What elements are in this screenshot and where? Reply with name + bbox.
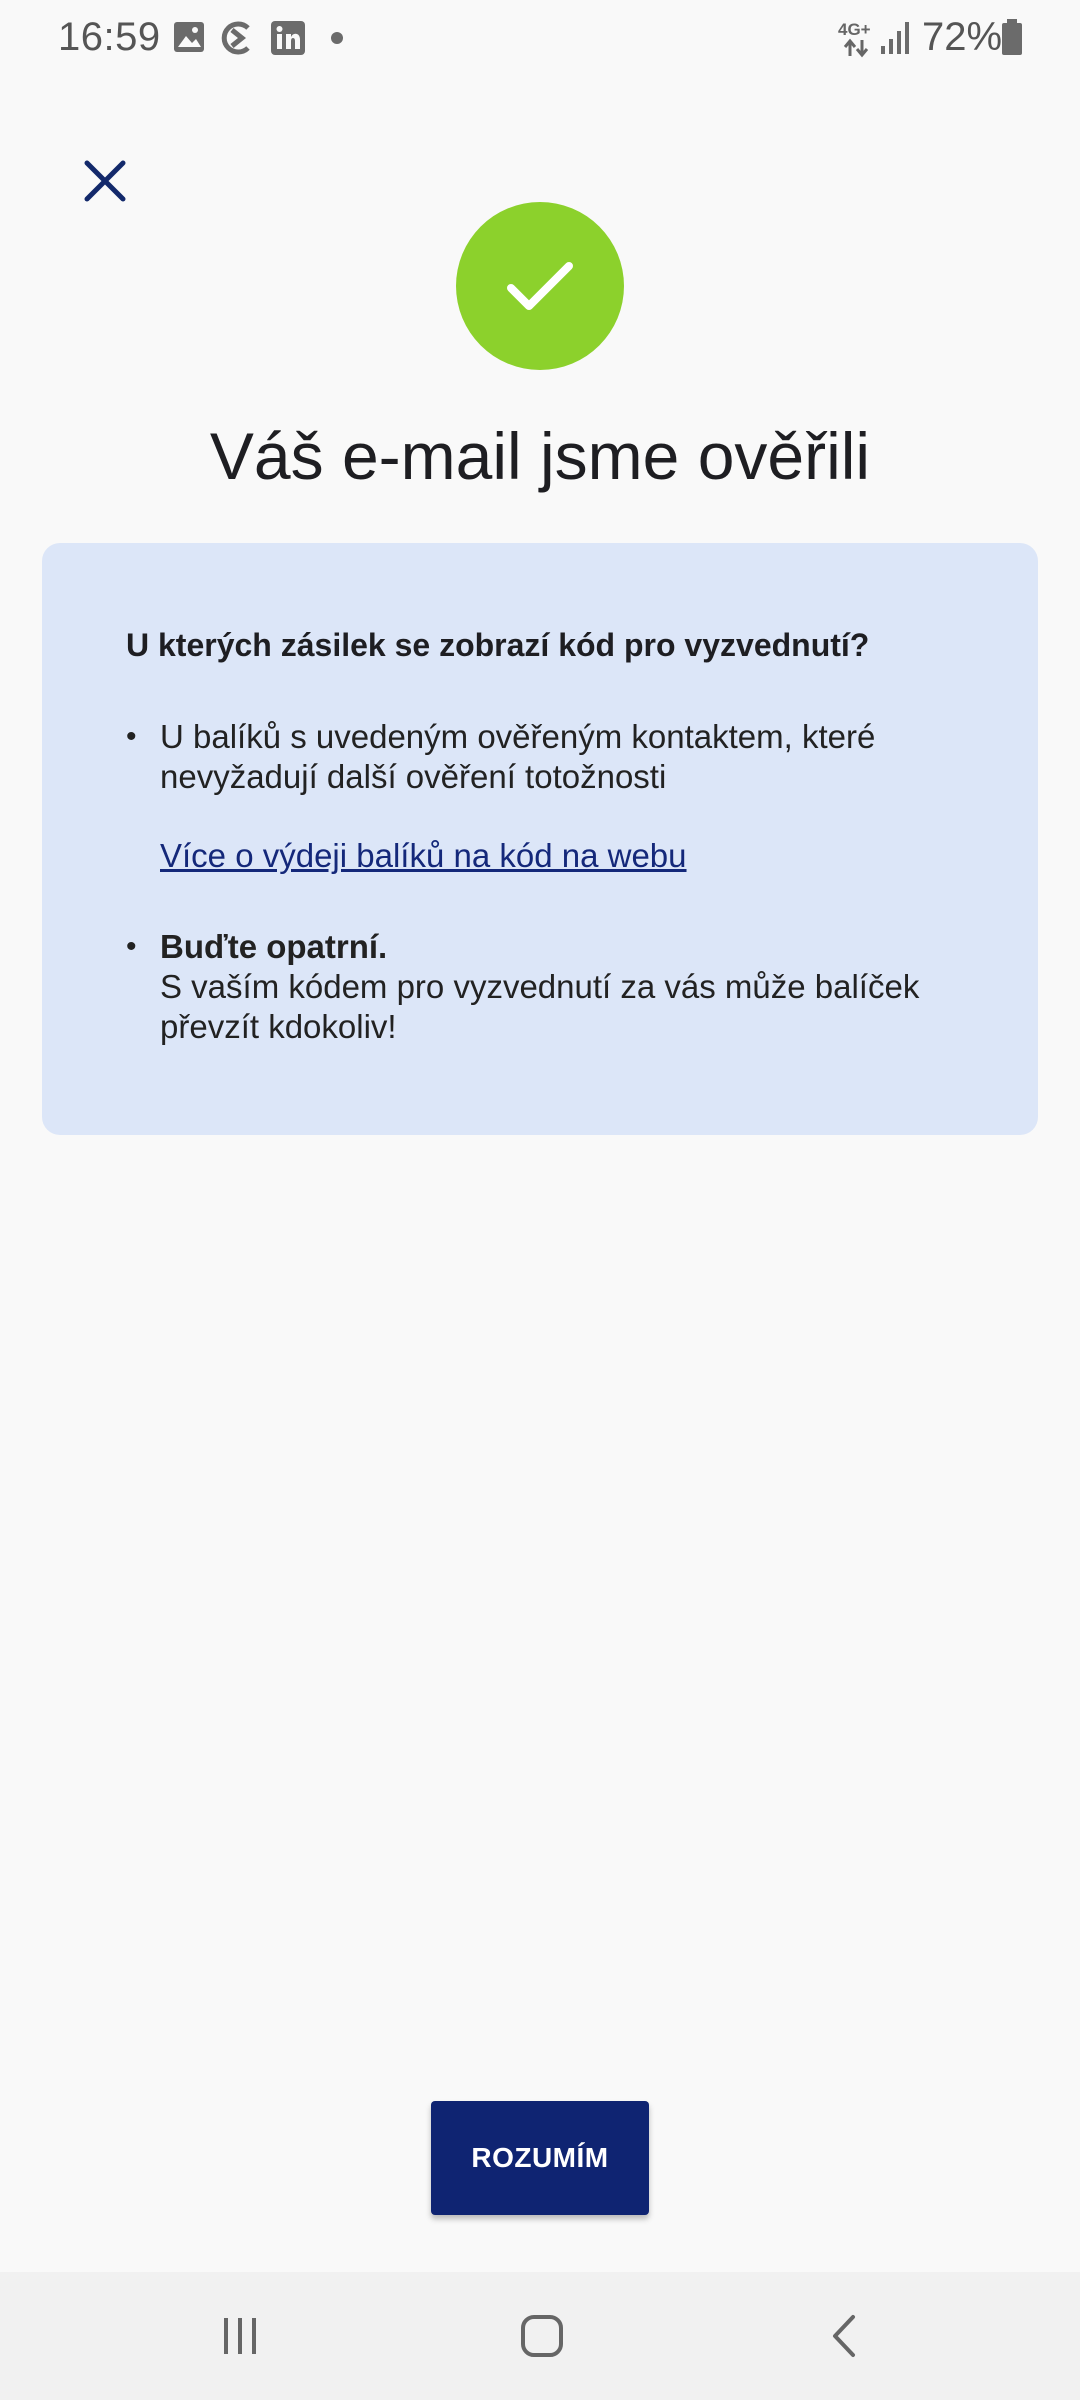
status-bar xyxy=(0,0,1080,80)
confirm-button[interactable]: ROZUMÍM xyxy=(431,2101,649,2215)
gallery-icon xyxy=(172,20,206,54)
info-card xyxy=(42,543,1038,1135)
network-label: 4G+ xyxy=(838,20,871,39)
notification-dot xyxy=(331,32,343,44)
checkmark-icon xyxy=(505,258,575,314)
bullet-body xyxy=(160,927,990,1047)
recents-button[interactable] xyxy=(180,2296,300,2376)
close-icon xyxy=(82,158,128,204)
page-title: Váš e-mail jsme ověřili xyxy=(209,419,871,493)
info-heading: U kterých zásilek se zobrazí kód pro vyzvednutí? xyxy=(126,627,870,663)
data-arrows-icon xyxy=(842,38,872,58)
signal-icon xyxy=(880,20,912,56)
bullet-dot: • xyxy=(126,930,137,963)
close-button[interactable] xyxy=(74,150,136,212)
info-link[interactable]: Více o výdeji balíků na kód na webu xyxy=(160,837,687,874)
recents-icon xyxy=(220,2316,260,2356)
warning-title: Buďte opatrní. xyxy=(160,928,388,965)
battery-icon xyxy=(1000,18,1024,56)
success-badge xyxy=(456,202,624,370)
back-icon xyxy=(829,2314,859,2358)
home-icon xyxy=(520,2314,564,2358)
warning-text: S vaším kódem pro vyzvednutí za vás může balíček převzít kdokoliv! xyxy=(160,968,920,1045)
app-icon xyxy=(218,20,256,56)
back-button[interactable] xyxy=(784,2296,904,2376)
navigation-bar xyxy=(0,2272,1080,2400)
home-button[interactable] xyxy=(482,2296,602,2376)
linkedin-icon xyxy=(270,20,306,56)
bullet-text: U balíků s uvedeným ověřeným kontaktem, které nevyžadují další ověření totožnosti xyxy=(160,718,876,795)
battery-percent: 72% xyxy=(922,15,1003,59)
status-time: 16:59 xyxy=(58,15,161,59)
bullet-dot: • xyxy=(126,720,137,753)
